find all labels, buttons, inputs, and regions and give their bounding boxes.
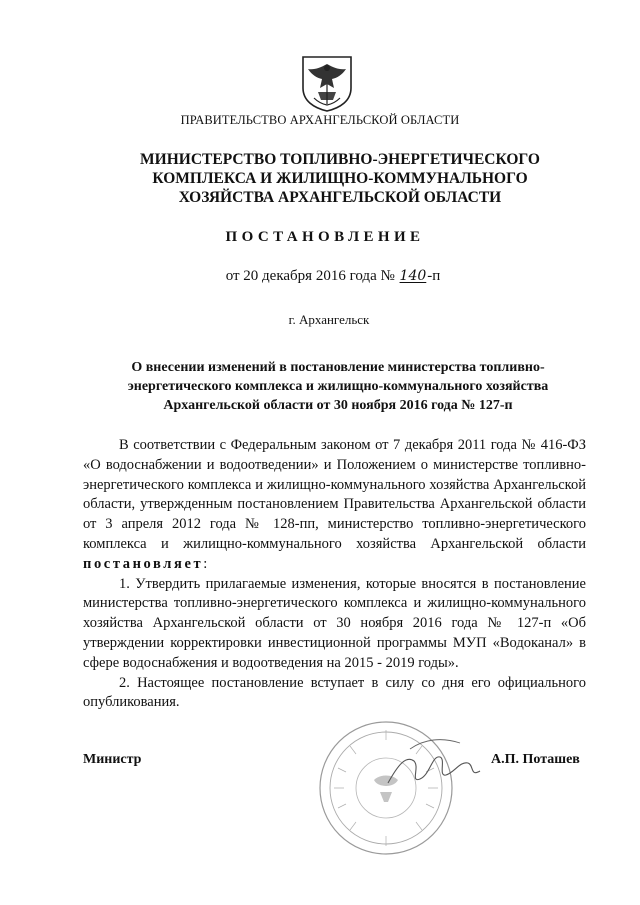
signatory-name: А.П. Поташев	[491, 752, 580, 767]
subject-line: Архангельской области от 30 ноября 2016 года № 127-п	[163, 398, 513, 413]
handwritten-signature-icon	[380, 725, 490, 805]
item-1: 1. Утвердить прилагаемые изменения, которые вносятся в постановление министерства топливно-энергетического комплекса и жилищно-коммунального хозяйства Архангельской области от 30 ноября 2016 года № 127-п «Об утверждении корректировки инвестиционной программы МУП «Водоканал» в сфере водоснабжения и водоотведения на 2015 - 2019 годы».	[83, 575, 586, 671]
document-type: ПОСТАНОВЛЕНИЕ	[225, 229, 425, 245]
decree-word: постановляет	[83, 555, 204, 572]
date-prefix: от 20 декабря 2016 года №	[225, 268, 395, 284]
item-2: 2. Настоящее постановление вступает в силу со дня его официального опубликования.	[83, 674, 586, 711]
number-suffix: -п	[427, 268, 441, 284]
document-body	[83, 436, 586, 713]
ministry-name-line: КОМПЛЕКСА И ЖИЛИЩНО-КОММУНАЛЬНОГО	[152, 170, 528, 187]
coat-of-arms-icon	[300, 54, 354, 112]
subject-line: О внесении изменений в постановление министерства топливно-	[131, 360, 545, 375]
ministry-name-line: МИНИСТЕРСТВО ТОПЛИВНО-ЭНЕРГЕТИЧЕСКОГО	[140, 151, 540, 168]
ministry-name	[60, 150, 620, 207]
document-subject	[88, 358, 588, 415]
signatory-position: Министр	[83, 752, 142, 767]
government-name: ПРАВИТЕЛЬСТВО АРХАНГЕЛЬСКОЙ ОБЛАСТИ	[180, 113, 460, 127]
preamble-paragraph	[83, 436, 586, 575]
document-number: 140	[399, 268, 427, 284]
preamble-text: В соответствии с Федеральным законом от 7 декабря 2011 года № 416-ФЗ «О водоснабжении и водоотведении» и Положением о министерстве топливно-энергетического комплекса и жилищно-коммунального хозяйства Архангельской области, утвержденным постановлением Правительства Архангельской области от 3 апреля 2012 года № 128-пп, министерство топливно-энергетического комплекса и жилищно-коммунального хозяйства Архангельской области	[83, 437, 586, 552]
decree-colon: :	[203, 555, 208, 572]
document-date-number	[0, 268, 640, 285]
subject-line: энергетического комплекса и жилищно-коммунального хозяйства	[127, 379, 549, 394]
ministry-name-line: ХОЗЯЙСТВА АРХАНГЕЛЬСКОЙ ОБЛАСТИ	[178, 189, 502, 206]
city: г. Архангельск	[288, 312, 370, 327]
